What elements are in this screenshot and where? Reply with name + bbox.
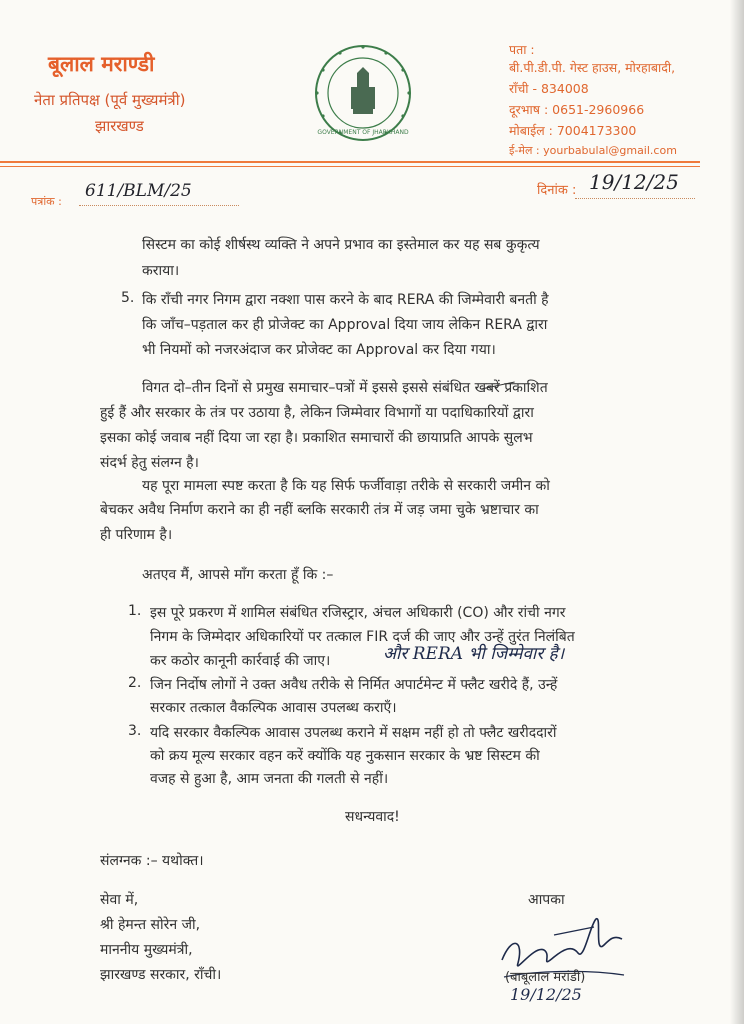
recipient-line: माननीय मुख्यमंत्री, [100,942,193,958]
date-label: दिनांक : [537,183,577,198]
signatory-name: (बाबूलाल मरांडी) [505,970,586,985]
address-line-1: बी.पी.डी.पी. गेस्ट हाउस, मोरहाबादी, [509,60,676,75]
body-line: कराया। [142,263,180,279]
paragraph-line: विगत दो–तीन दिनों से प्रमुख समाचार–पत्रों में इससे इससे संबंधित खबरें प्रकाशित [142,380,548,396]
recipient-line: सेवा में, [100,892,139,908]
thanks-text: सधन्यवाद! [345,809,400,825]
enclosure-text: संलग्नक :– यथोक्त। [100,853,204,869]
letterhead-divider-thin [0,166,700,167]
list-item-line: यदि सरकार वैकल्पिक आवास उपलब्ध कराने में सक्षम नहीं हो तो फ्लैट खरीददारों [150,725,557,741]
list-item-line: सरकार तत्काल वैकल्पिक आवास उपलब्ध कराएँ। [150,700,397,716]
list-number: 2. [128,675,142,691]
letterhead-state: झारखण्ड [95,117,144,135]
body-line: सिस्टम का कोई शीर्षस्थ व्यक्ति ने अपने प्रभाव का इस्तेमाल कर यह सब कुकृत्य [142,237,540,253]
recipient-line: झारखण्ड सरकार, राँची। [100,967,222,983]
reference-label: पत्रांक : [31,195,62,208]
address-label: पता : [509,42,535,57]
date-value: 19/12/25 [589,170,679,194]
list-number: 3. [128,723,142,739]
demand-intro: अतएव मैं, आपसे माँग करता हूँ कि :– [142,567,334,583]
government-seal-icon [313,43,413,143]
address-line-2: राँची - 834008 [509,81,589,96]
handwritten-note: और RERA भी जिम्मेवार है। [383,644,565,664]
page-edge-shadow [730,0,744,1024]
list-number: 5. [121,290,135,306]
list-item-line: भी नियमों को नजरअंदाज कर प्रोजेक्ट का Approval कर दिया गया। [142,342,496,358]
reference-number: 611/BLM/25 [85,181,192,201]
paragraph-line: ही परिणाम है। [100,527,173,543]
signature-date: 19/12/25 [510,985,582,1004]
address-email: ई-मेल : yourbabulal@gmail.com [509,144,677,157]
paragraph-line: हुई हैं और सरकार के तंत्र पर उठाया है, लेकिन जिम्मेवार विभागों या पदाधिकारियों द्वारा [100,405,534,421]
recipient-line: श्री हेमन्त सोरेन जी, [100,917,201,933]
paragraph-line: बेचकर अवैध निर्माण कराने का ही नहीं ब्लकि सरकारी तंत्र में जड़ जमा चुके भ्रष्टाचार का [100,502,539,518]
list-item-line: निगम के जिम्मेदार अधिकारियों पर तत्काल FIR दर्ज की जाए और उन्हें तुरंत निलंबित [150,629,575,645]
list-item-line: जिन निर्दोष लोगों ने उक्त अवैध तरीके से निर्मित अपार्टमेन्ट में फ्लैट खरीदे हैं, उन्हें [150,677,558,693]
seal-text: GOVERNMENT OF JHARKHAND [317,129,409,136]
list-item-line: कि राँची नगर निगम द्वारा नक्शा पास करने के बाद RERA की जिम्मेवारी बनती है [142,292,549,308]
list-item-line: को क्रय मूल्य सरकार वहन करें क्योंकि यह नुकसान सरकार के भ्रष्ट सिस्टम की [150,748,540,764]
date-dotted-line [575,198,695,199]
paragraph-line: संदर्भ हेतु संलग्न है। [100,455,199,471]
letterhead-divider [0,161,700,163]
list-number: 1. [128,603,142,619]
letterhead-role: नेता प्रतिपक्ष (पूर्व मुख्यमंत्री) [34,91,186,109]
reference-dotted-line [79,205,239,206]
list-item-line: इस पूरे प्रकरण में शामिल संबंधित रजिस्ट्रार, अंचल अधिकारी (CO) और रांची नगर [150,605,566,621]
paragraph-line: यह पूरा मामला स्पष्ट करता है कि यह सिर्फ फर्जीवाड़ा तरीके से सरकारी जमीन को [142,478,550,494]
address-phone: दूरभाष : 0651-2960966 [509,102,645,117]
paragraph-line: इसका कोई जवाब नहीं दिया जा रहा है। प्रकाशित समाचारों की छायाप्रति आपके सुलभ [100,430,533,446]
list-item-line: कर कठोर कानूनी कार्रवाई की जाए। [150,653,331,669]
letterhead-name: बूलाल मराण्डी [48,52,155,76]
address-mobile: मोबाईल : 7004173300 [509,123,637,138]
closing-yours: आपका [528,892,565,908]
list-item-line: वजह से हुआ है, आम जनता की गलती से नहीं। [150,771,389,787]
list-item-line: कि जाँच–पड़ताल कर ही प्रोजेक्ट का Approval दिया जाय लेकिन RERA द्वारा [142,317,548,333]
